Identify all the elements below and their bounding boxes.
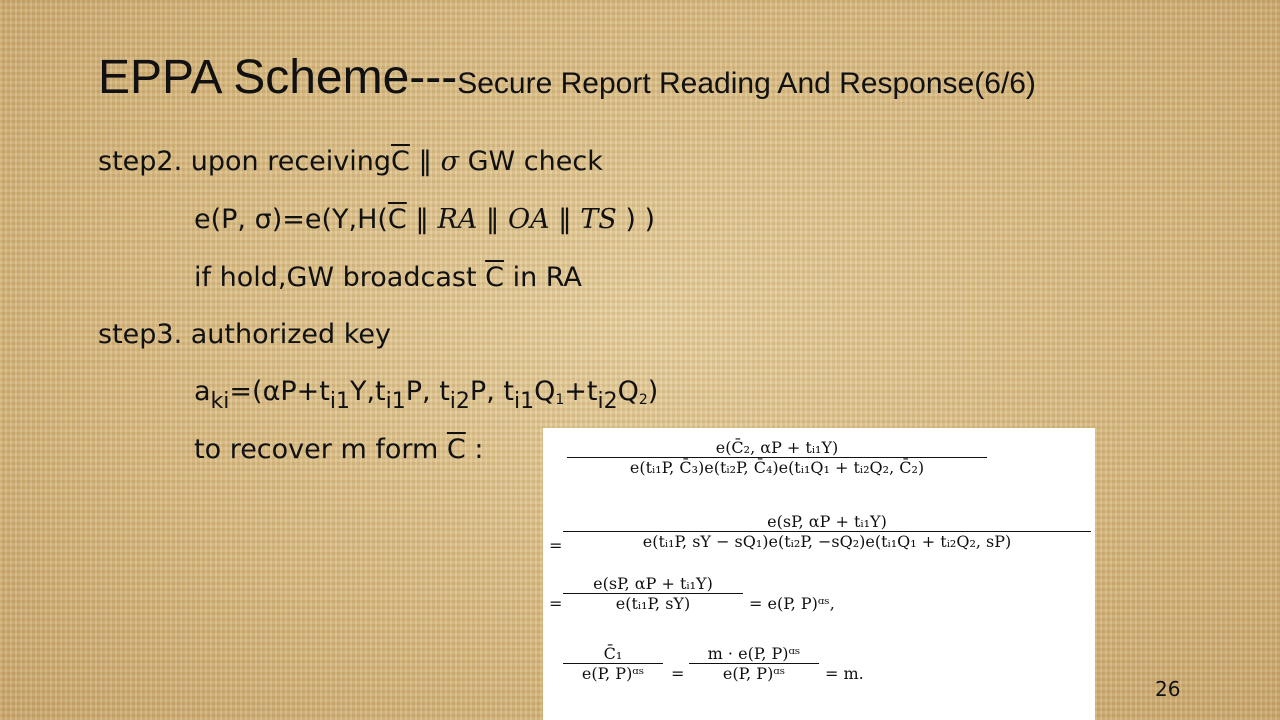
oa-symbol: OA <box>507 204 550 235</box>
fraction-denominator: e(tᵢ₁P, sY − sQ₁)e(tᵢ₂P, −sQ₂)e(tᵢ₁Q₁ + tᵢ₂Q₂, sP) <box>563 531 1091 551</box>
i2-subscript: i2 <box>449 389 470 414</box>
recover-line <box>194 434 483 465</box>
pairing-check-line <box>194 204 655 235</box>
closing-parens: ) ) <box>616 204 656 235</box>
fraction-denominator: e(P, P)ᵅˢ <box>689 663 819 683</box>
c-bar-symbol: $\overline{C}$ <box>391 146 410 177</box>
i2-subscript: i2 <box>597 389 618 414</box>
ts-symbol: TS <box>580 204 617 235</box>
i1-subscript: i1 <box>513 389 535 414</box>
fraction-numerator: e(sP, αP + tᵢ₁Y) <box>593 574 713 593</box>
broadcast-line <box>194 262 582 293</box>
colon-text: : <box>465 434 484 465</box>
title-subtitle: Secure Report Reading And Response(6/6) <box>457 67 1036 100</box>
equation-fraction-4 <box>563 644 663 683</box>
formula-part: P, t <box>469 376 514 407</box>
step2-text: step2. upon receiving <box>98 146 392 177</box>
c-bar-symbol: $\overline{C}$ <box>387 204 407 235</box>
fraction-numerator: e(sP, αP + tᵢ₁Y) <box>767 512 887 531</box>
fraction-numerator: C̄₁ <box>603 644 623 663</box>
equals-sign: = <box>549 594 563 613</box>
formula-part: =(αP+t <box>229 376 330 407</box>
two-subscript: 2 <box>638 392 648 408</box>
fraction-denominator: e(tᵢ₁P, C̄₃)e(tᵢ₂P, C̄₄)e(tᵢ₁Q₁ + tᵢ₂Q₂, C̄₂) <box>567 457 987 477</box>
ki-subscript: ki <box>210 389 230 414</box>
equals-sign: = <box>671 664 685 683</box>
equation-result: = e(P, P)ᵅˢ, <box>749 594 835 613</box>
equals-sign: = <box>549 536 563 555</box>
sigma-symbol: σ <box>440 146 459 177</box>
equation-fraction-3 <box>563 574 743 613</box>
c-bar-symbol: $\overline{C}$ <box>446 434 466 465</box>
concat-symbol: ‖ <box>409 146 441 177</box>
i1-subscript: i1 <box>385 389 406 414</box>
equation-fraction-1 <box>567 438 987 477</box>
step2-line <box>98 146 603 177</box>
equation-fraction-5 <box>689 644 819 683</box>
ra-symbol: RA <box>437 204 478 235</box>
concat-symbol: ‖ <box>406 204 438 235</box>
formula-part: Q <box>534 376 556 407</box>
fraction-numerator: e(C̄₂, αP + tᵢ₁Y) <box>715 438 839 457</box>
one-subscript: 1 <box>555 392 565 408</box>
c-bar-symbol: $\overline{C}$ <box>485 262 504 293</box>
equation-result: = m. <box>825 664 864 683</box>
authorized-key-formula <box>194 376 658 414</box>
page-number: 26 <box>1155 677 1181 701</box>
pairing-text: e(P, σ)=e(Y,H( <box>194 204 388 235</box>
broadcast-text: if hold,GW broadcast <box>194 262 486 293</box>
step3-line: step3. authorized key <box>98 319 391 350</box>
equation-fraction-2 <box>563 512 1091 551</box>
formula-part: ) <box>647 376 659 407</box>
recover-text: to recover m form <box>194 434 447 465</box>
gw-check-text: GW check <box>459 146 603 177</box>
formula-part: Q <box>617 376 639 407</box>
concat-symbol: ‖ <box>549 204 581 235</box>
title-main: EPPA Scheme--- <box>98 51 458 104</box>
fraction-numerator: m · e(P, P)ᵅˢ <box>707 644 801 663</box>
fraction-denominator: e(tᵢ₁P, sY) <box>563 593 743 613</box>
fraction-denominator: e(P, P)ᵅˢ <box>563 663 663 683</box>
slide-title <box>98 51 1158 104</box>
equation-image <box>543 428 1095 720</box>
concat-symbol: ‖ <box>477 204 508 235</box>
in-ra-text: in RA <box>503 262 582 293</box>
formula-part: Y,t <box>349 376 386 407</box>
i1-subscript: i1 <box>329 389 350 414</box>
formula-part: P, t <box>405 376 450 407</box>
a-symbol: a <box>194 376 211 407</box>
formula-part: +t <box>564 376 598 407</box>
